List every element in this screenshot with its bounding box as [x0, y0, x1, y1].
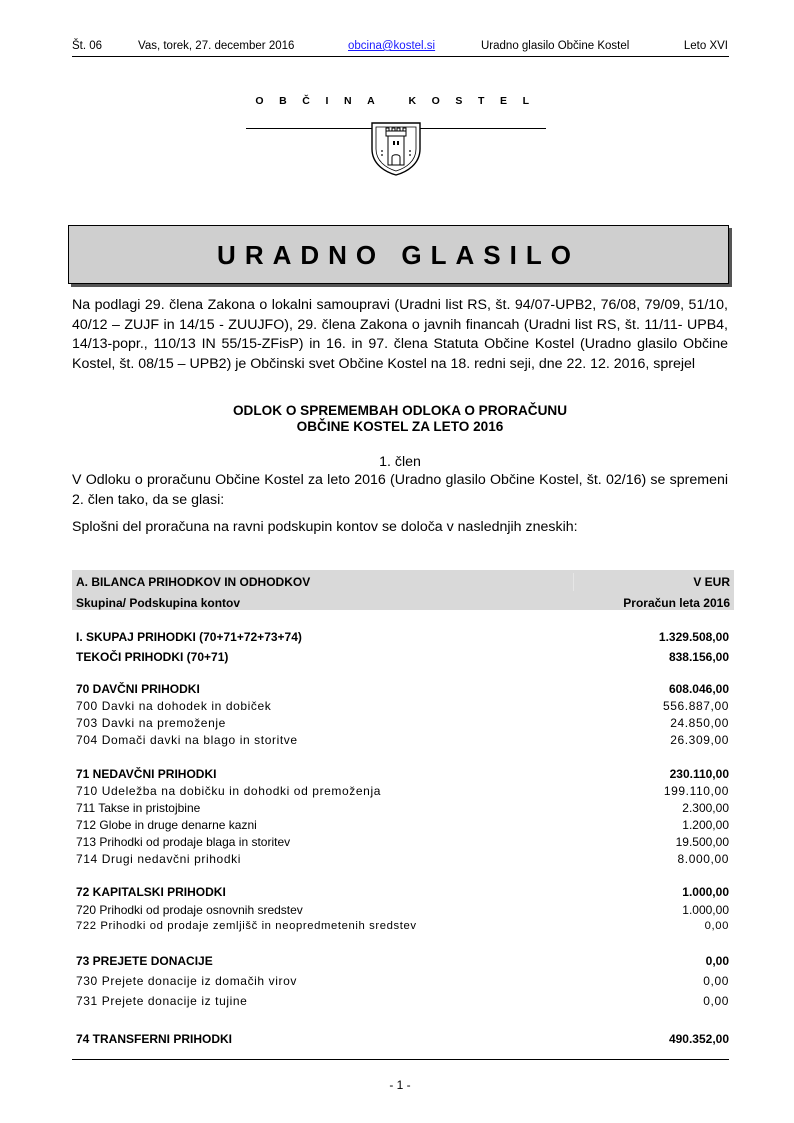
row-value: 556.887,00 — [662, 699, 729, 713]
balance-title: A. BILANCA PRIHODKOV IN ODHODKOV — [76, 575, 311, 589]
table-row — [76, 920, 729, 932]
row-label: 710 Udeležba na dobičku in dohodki od premoženja — [76, 784, 381, 798]
gazette-name: Uradno glasilo Občine Kostel — [481, 40, 630, 52]
volume-year: Leto XVI — [683, 40, 728, 52]
column-header-budget: Proračun leta 2016 — [623, 596, 730, 610]
table-row — [76, 885, 729, 899]
decree-title-line-1: ODLOK O SPREMEMBAH ODLOKA O PRORAČUNU — [232, 403, 568, 418]
page-number: - 1 - — [389, 1078, 411, 1092]
title-banner — [68, 225, 729, 284]
row-value: 1.000,00 — [682, 903, 729, 917]
row-label: I. SKUPAJ PRIHODKI (70+71+72+73+74) — [76, 630, 302, 644]
row-value: 0,00 — [703, 994, 729, 1008]
row-label: 74 TRANSFERNI PRIHODKI — [76, 1032, 233, 1046]
decree-title — [72, 403, 728, 435]
row-value: 24.850,00 — [670, 716, 729, 730]
issue-date: Vas, torek, 27. december 2016 — [138, 40, 295, 52]
row-value: 1.000,00 — [682, 885, 729, 899]
table-row — [76, 801, 729, 815]
header-divider — [72, 56, 729, 57]
table-row — [76, 650, 729, 664]
gazette-title: URADNO GLASILO — [217, 240, 580, 270]
table-bottom-rule — [72, 1059, 729, 1060]
row-value: 19.500,00 — [675, 835, 729, 849]
table-row — [76, 733, 729, 747]
row-value: 838.156,00 — [668, 650, 729, 664]
row-label: 700 Davki na dohodek in dobiček — [76, 699, 272, 713]
row-value: 608.046,00 — [668, 682, 729, 696]
currency-label: V EUR — [693, 575, 730, 589]
table-row — [76, 682, 729, 696]
table-row — [76, 1032, 729, 1046]
municipality-name: OBČINA KOSTEL — [255, 95, 545, 107]
table-row — [76, 767, 729, 781]
table-row — [76, 994, 729, 1008]
row-label: 713 Prihodki od prodaje blaga in storitev — [76, 835, 291, 849]
column-header-accounts: Skupina/ Podskupina kontov — [76, 596, 241, 610]
row-value: 199.110,00 — [663, 784, 729, 798]
row-label: 722 Prihodki od prodaje zemljišč in neopredmetenih sredstev — [76, 920, 417, 932]
table-row — [76, 784, 729, 798]
row-label: 73 PREJETE DONACIJE — [76, 954, 213, 968]
article-text: V Odloku o proračunu Občine Kostel za leto 2016 (Uradno glasilo Občine Kostel, št. 02/16) se spremeni 2. člen tako, da se glasi: — [72, 472, 728, 508]
row-label: 712 Globe in druge denarne kazni — [76, 818, 257, 832]
table-row — [76, 903, 729, 917]
row-label: 711 Takse in pristojbine — [76, 801, 201, 815]
row-value: 26.309,00 — [670, 733, 729, 747]
row-label: 703 Davki na premoženje — [76, 716, 226, 730]
row-value: 8.000,00 — [677, 852, 729, 866]
table-row — [76, 630, 729, 644]
table-row — [76, 818, 729, 832]
row-label: 730 Prejete donacije iz domačih virov — [76, 974, 297, 988]
row-label: 714 Drugi nedavčni prihodki — [76, 852, 241, 866]
row-value: 0,00 — [703, 974, 729, 988]
table-header-row-2 — [76, 596, 730, 610]
row-label: 704 Domači davki na blago in storitve — [76, 733, 298, 747]
row-value: 1.200,00 — [682, 818, 729, 832]
table-intro: Splošni del proračuna na ravni podskupin kontov se določa v naslednjih zneskih: — [72, 519, 578, 535]
row-value: 0,00 — [705, 954, 729, 968]
row-value: 490.352,00 — [668, 1032, 729, 1046]
issue-number: Št. 06 — [72, 40, 103, 52]
table-row — [76, 954, 729, 968]
row-label: 720 Prihodki od prodaje osnovnih sredstev — [76, 903, 303, 917]
article-heading: 1. člen — [379, 454, 421, 470]
table-row — [76, 716, 729, 730]
decree-title-line-2: OBČINE KOSTEL ZA LETO 2016 — [296, 419, 504, 434]
table-header-row-1 — [76, 575, 730, 589]
row-label: 70 DAVČNI PRIHODKI — [76, 682, 200, 696]
row-label: 71 NEDAVČNI PRIHODKI — [76, 767, 217, 781]
row-value: 1.329.508,00 — [658, 630, 729, 644]
preamble-paragraph: Na podlagi 29. člena Zakona o lokalni samoupravi (Uradni list RS, št. 94/07-UPB2, 76/08, 79/09, 51/10, 40/12 – ZUJF in 14/15 - ZUUJFO), 29. člena Zakona o javnih financah (Uradni list RS, št. 11/11- UPB4, 14/13-popr., 110/13 IN 55/15-ZFisP) in 16. in 97. člena Statuta Občine Kostel (Uradno glasilo Občine Kostel, št. 08/15 – UPB2) je Občinski svet Občine Kostel na 18. redni seji, dne 22. 12. 2016, sprejel — [72, 297, 728, 372]
email-link[interactable]: obcina@kostel.si — [348, 40, 436, 52]
row-label: 731 Prejete donacije iz tujine — [76, 994, 248, 1008]
table-row — [76, 974, 729, 988]
coat-of-arms-icon — [369, 119, 423, 177]
table-row — [76, 699, 729, 713]
row-label: TEKOČI PRIHODKI (70+71) — [76, 650, 229, 664]
page-header — [72, 40, 728, 54]
table-row — [76, 835, 729, 849]
row-label: 72 KAPITALSKI PRIHODKI — [76, 885, 226, 899]
table-row — [76, 852, 729, 866]
row-value: 230.110,00 — [669, 767, 729, 781]
row-value: 0,00 — [704, 920, 729, 932]
row-value: 2.300,00 — [682, 801, 729, 815]
